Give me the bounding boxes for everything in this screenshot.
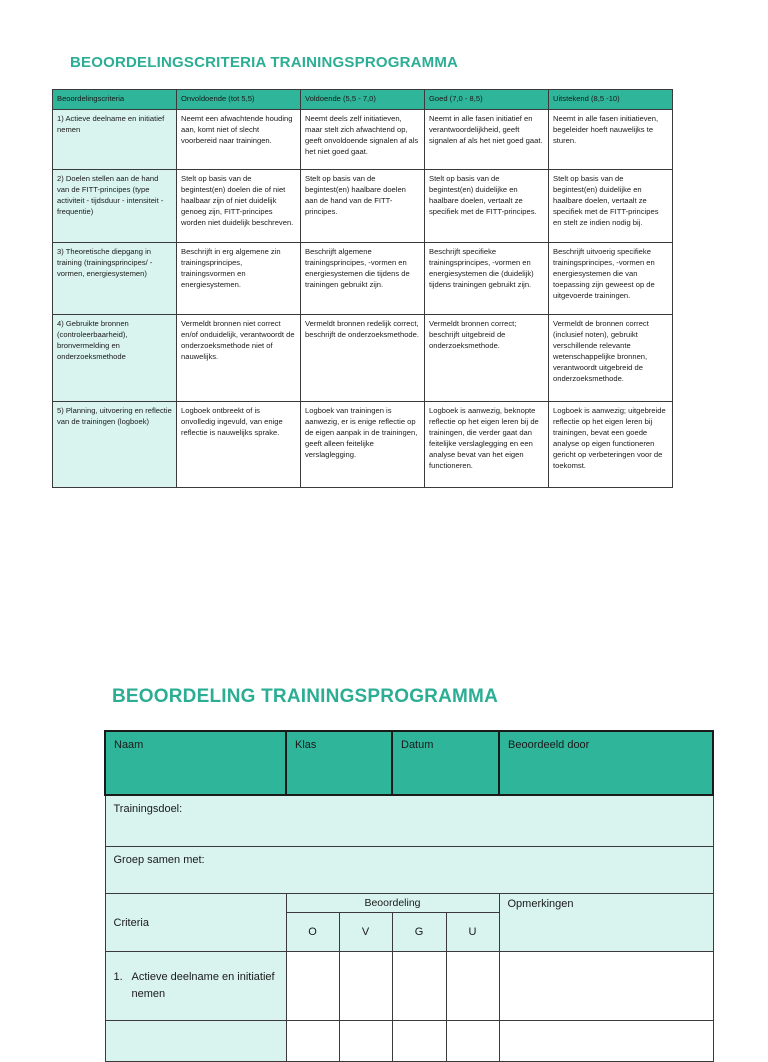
header-goed: Goed (7,0 - 8,5) <box>425 90 549 110</box>
criterion-1-grade-v[interactable] <box>339 952 392 1021</box>
criterion-1-number: 1. <box>113 971 123 983</box>
criteria-title: BEOORDELINGSCRITERIA TRAININGSPROGRAMMA <box>70 54 459 71</box>
criterion-row-1 <box>105 952 713 1021</box>
voldoende-cell: Stelt op basis van de begintest(en) haalbare doelen aan de hand van de FITT-principes. <box>301 170 425 243</box>
grade-o: O <box>286 913 339 952</box>
voldoende-cell: Vermeldt bronnen redelijk correct, beschrijft de onderzoeksmethode. <box>301 315 425 402</box>
header-onvoldoende: Onvoldoende (tot 5,5) <box>177 90 301 110</box>
groep-field[interactable] <box>105 847 713 894</box>
voldoende-cell: Neemt deels zelf initiatieven, maar stelt zich afwachtend op, geeft onvoldoende signalen af als het niet goed gaat. <box>301 110 425 170</box>
table-row <box>53 110 673 170</box>
beoordeeld-door-field[interactable] <box>499 731 713 795</box>
naam-field[interactable] <box>105 731 286 795</box>
datum-field[interactable] <box>392 731 499 795</box>
criterion-2-grade-o[interactable] <box>286 1021 339 1062</box>
table-row <box>53 170 673 243</box>
uitstekend-cell: Vermeldt de bronnen correct (inclusief noten), gebruikt verschillende relevante wetenschappelijke bronnen, verantwoordt uitgebreid de onderzoeksmethode. <box>549 315 673 402</box>
trainingsdoel-row <box>105 795 713 847</box>
grade-v: V <box>339 913 392 952</box>
table-row <box>53 315 673 402</box>
criterion-1-opmerkingen[interactable] <box>499 952 713 1021</box>
header-criteria: Beoordelingscriteria <box>53 90 177 110</box>
trainingsdoel-label: Trainingsdoel: <box>113 803 183 815</box>
criterion-cell: 1) Actieve deelname en initiatief nemen <box>53 110 177 170</box>
uitstekend-cell: Beschrijft uitvoerig specifieke trainingsprincipes, -vormen en energiesystemen die van toepassing zijn geweest op de uitgevoerde trainingen. <box>549 243 673 315</box>
uitstekend-cell: Neemt in alle fasen initiatieven, begeleider hoeft nauwelijks te sturen. <box>549 110 673 170</box>
criterion-1-grade-u[interactable] <box>446 952 499 1021</box>
criterion-2-grade-u[interactable] <box>446 1021 499 1062</box>
trainingsdoel-field[interactable] <box>105 795 713 847</box>
criterion-1-label <box>105 952 286 1021</box>
criteria-label: Criteria <box>113 916 149 929</box>
criterion-row-2 <box>105 1021 713 1062</box>
klas-label: Klas <box>295 739 317 751</box>
voldoende-cell: Beschrijft algemene trainingsprincipes, -vormen en energiesystemen die tijdens de trainingen gebruikt zijn. <box>301 243 425 315</box>
goed-cell: Stelt op basis van de begintest(en) duidelijke en haalbare doelen, vertaalt ze specifiek met de FITT-principes. <box>425 170 549 243</box>
criteria-table <box>52 89 673 488</box>
uitstekend-cell: Logboek is aanwezig; uitgebreide reflectie op het eigen leren bij trainingen, bevat een goede analyse op eigen functioneren gericht op verbeteringen voor de toekomst. <box>549 402 673 488</box>
criterion-cell: 2) Doelen stellen aan de hand van de FITT-principes (type activiteit - tijdsduur - intensiteit - frequentie) <box>53 170 177 243</box>
voldoende-cell: Logboek van trainingen is aanwezig, er is enige reflectie op de eigen aanpak in de trainingen, geeft alleen feitelijke verslaglegging. <box>301 402 425 488</box>
goed-cell: Vermeldt bronnen correct; beschrijft uitgebreid de onderzoeksmethode. <box>425 315 549 402</box>
onvoldoende-cell: Vermeldt bronnen niet correct en/of onduidelijk, verantwoordt de onderzoeksmethode niet of nauwelijks. <box>177 315 301 402</box>
header-voldoende: Voldoende (5,5 - 7,0) <box>301 90 425 110</box>
opmerkingen-label: Opmerkingen <box>507 898 574 910</box>
onvoldoende-cell: Stelt op basis van de begintest(en) doelen die of niet haalbaar zijn of niet duidelijk genoeg zijn, FITT-principes worden niet duidelijk beschreven. <box>177 170 301 243</box>
form-header-row <box>105 731 713 795</box>
onvoldoende-cell: Logboek ontbreekt of is onvolledig ingevuld, van enige reflectie is nauwelijks sprake. <box>177 402 301 488</box>
onvoldoende-cell: Beschrijft in erg algemene zin trainingsprincipes, trainingsvormen en energiesystemen. <box>177 243 301 315</box>
criterion-cell: 4) Gebruikte bronnen (controleerbaarheid), bronvermelding en onderzoeksmethode <box>53 315 177 402</box>
groep-row <box>105 847 713 894</box>
criterion-2-label <box>105 1021 286 1062</box>
criterion-1-text: Actieve deelname en initiatief nemen <box>131 971 275 1000</box>
goed-cell: Logboek is aanwezig, beknopte reflectie op het eigen leren bij de trainingen, die verder gaat dan feitelijke verslaglegging en een analyse bevat van het eigen functioneren. <box>425 402 549 488</box>
criteria-heading <box>105 894 286 952</box>
grade-g: G <box>392 913 446 952</box>
criterion-2-grade-g[interactable] <box>392 1021 446 1062</box>
onvoldoende-cell: Neemt een afwachtende houding aan, komt niet of slecht voorbereid naar trainingen. <box>177 110 301 170</box>
datum-label: Datum <box>401 739 434 751</box>
criterion-2-grade-v[interactable] <box>339 1021 392 1062</box>
criterion-1-grade-o[interactable] <box>286 952 339 1021</box>
grade-u: U <box>446 913 499 952</box>
criterion-1-grade-g[interactable] <box>392 952 446 1021</box>
table-row <box>53 402 673 488</box>
criterion-cell: 5) Planning, uitvoering en reflectie van de trainingen (logboek) <box>53 402 177 488</box>
form-title: BEOORDELING TRAININGSPROGRAMMA <box>112 686 498 707</box>
klas-field[interactable] <box>286 731 392 795</box>
criteria-header-row <box>53 90 673 110</box>
assessment-form <box>104 730 714 1062</box>
uitstekend-cell: Stelt op basis van de begintest(en) duidelijke en haalbare doelen, vertaalt ze specifiek met de FITT-principes en stelt ze indien nodig bij. <box>549 170 673 243</box>
naam-label: Naam <box>114 739 144 751</box>
opmerkingen-heading <box>499 894 713 952</box>
beoordeling-heading: Beoordeling <box>286 894 499 913</box>
criteria-header-row <box>105 894 713 913</box>
goed-cell: Neemt in alle fasen initiatief en verantwoordelijkheid, geeft signalen af als het niet goed gaat. <box>425 110 549 170</box>
table-row <box>53 243 673 315</box>
beoordeeld-door-label: Beoordeeld door <box>508 739 590 751</box>
goed-cell: Beschrijft specifieke trainingsprincipes, -vormen en energiesystemen die (duidelijk) tijdens trainingen gebruikt zijn. <box>425 243 549 315</box>
header-uitstekend: Uitstekend (8,5 -10) <box>549 90 673 110</box>
criterion-cell: 3) Theoretische diepgang in training (trainingsprincipes/ -vormen, energiesystemen) <box>53 243 177 315</box>
criterion-2-opmerkingen[interactable] <box>499 1021 713 1062</box>
groep-label: Groep samen met: <box>113 854 205 866</box>
